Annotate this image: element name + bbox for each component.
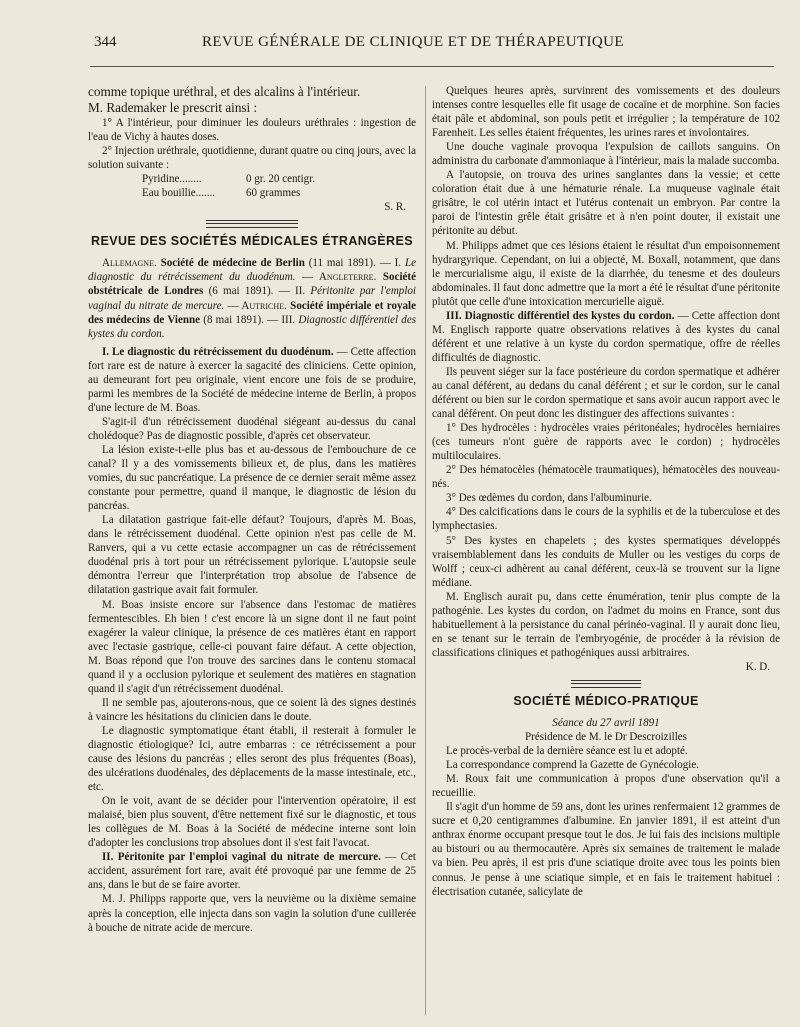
list-item: 5° Des kystes en chapelets ; des kystes spermatiques développés vraisemblablement dans les conduits de Muller ou les vestiges du corps de Wolff ; ceux-ci adhèrent au canal déférent, ceux-là se trouvent sur la ligne médiane. [432, 534, 780, 589]
subheading: II. Péritonite par l'emploi vaginal du nitrate de mercure. [102, 851, 381, 864]
list-item: 4° Des calcifications dans le cours de la syphilis et de la tuberculose et des lymphectasies. [432, 506, 780, 533]
session-date: Séance du 27 avril 1891 [552, 717, 660, 730]
article-paragraph: A l'autopsie, on trouva des urines sanglantes dans la vessie; et cette coloration était due à une hématurie rénale. La muqueuse vaginale était grisâtre, le col utérin intact et l'utérus contenait un embryon. Par contre la paroi de l'intestin grêle était grisâtre et à n'en point douter, il existait une péritonite au début. [432, 169, 780, 238]
article-paragraph: M. Boas insiste encore sur l'absence dans l'estomac de matières fermentescibles. Eh bien ! c'est encore là un signe dont il ne faut point exagérer la valeur clinique, la présence de ces matières étant en rapport avec l'ectasie gastrique, celle-ci pouvant faire défaut. A cette objection, M. Boas répond que l'on trouve des sarcines dans le contenu stomacal quand il y a occlusion pylorique et seulement des matières en stagnation quand il s'agit d'un rétrécissement duodénal. [88, 598, 416, 695]
article-paragraph: La dilatation gastrique fait-elle défaut? Toujours, d'après M. Boas, dans le rétrécissement duodénal. Cette opinion n'est pas celle de M. Ranvers, qui a vu cette ectasie accompagner un cas de rétrécissement duodénal pris à tort pour un rétrécissement pylorique. L'autopsie seule démontra l'erreur que l'interprétation trop absolue de l'absence de dilatation gastrique avait fait formuler. [88, 514, 416, 597]
article-paragraph: M. Englisch aurait pu, dans cette énumération, tenir plus compte de la pathogénie. Les kystes du cordon, on l'admet du moins en France, sont dus habituellement à la persistance du canal périnéo-vaginal. Il y aurait donc lieu, en se tenant sur le terrain de l'embryogénie, de procéder à la révision de classifications cliniques et pathogéniques aussi arbitraires. [432, 590, 780, 659]
recipe-qty: 60 grammes [246, 187, 301, 200]
summary-paragraph: Allemagne. Société de médecine de Berlin (11 mai 1891). — I. Le diagnostic du rétrécissement du duodénum. — Angleterre. Société obstétricale de Londres (6 mai 1891). — II. Péritonite par l'emploi vaginal du nitrate de mercure. — Autriche. Société impériale et royale des médecins de Vienne (8 mai 1891). — III. Diagnostic différentiel des kystes du cordon. [88, 257, 417, 340]
right-column [432, 84, 780, 899]
ornament-rule [571, 680, 641, 688]
article-paragraph: Quelques heures après, survinrent des vomissements et des douleurs intenses contre lesquelles elle fit usage de cocaïne et de morphine. Son facies était pâle et abdominal, son pouls petit et irrégulier ; la température de 102 Farenheit. Les selles étaient fréquentes, les urines rares et involontaires. [432, 85, 780, 140]
recipe-table [142, 172, 416, 200]
subheading: III. Diagnostic différentiel des kystes du cordon. [446, 309, 675, 322]
article-paragraph: Le diagnostic symptomatique étant établi, il resterait à formuler le diagnostic étiologique? Ici, autre embarras : ce rétrécissement a pour cause des lésions du pancréas ; elles seront des plus fréquentes (Boas), des ulcérations duodénales, des déplacements de la masse intestinale, etc., etc. [88, 724, 416, 794]
article-paragraph: La lésion existe-t-elle plus bas et au-dessous de l'embouchure de ce canal? Il y a des vomissements bilieux et, de plus, dans les matières vomies, du suc pancréatique. La présence de ce dernier serait même assez constante pour permettre, quand il manque, le diagnostic de lésion du pancréas. [88, 443, 416, 513]
column-divider [425, 86, 426, 1015]
page-header [94, 34, 772, 56]
article-paragraph: M. J. Philipps rapporte que, vers la neuvième ou la dixième semaine après la conception, elle injecta dans son vagin la solution d'une cuillerée à bouche de nitrate acide de mercure. [88, 893, 416, 934]
intro-line-2: M. Rademaker le prescrit ainsi : [88, 100, 258, 115]
presidency-line: Présidence de M. le Dr Descroizilles [525, 731, 687, 744]
recipe-name: Eau bouillie....... [142, 187, 216, 200]
article-paragraph: I. Le diagnostic du rétrécissement du duodénum. — Cette affection fort rare est de nature à exercer la sagacité des cliniciens. Cette opinion, au demeurant fort peu originale, vient encore une fois de se produire, parmi les membres de la Société de médecine interne de Berlin, à propos d'une lecture de M. Boas. [88, 345, 417, 414]
article-paragraph: Une douche vaginale provoqua l'expulsion de caillots sanguins. On administra du carbonate d'ammoniaque à l'intérieur, mais la malade succomba. [432, 141, 780, 168]
prescription-item-2: 2° Injection uréthrale, quotidienne, durant quatre ou cinq jours, avec la solution suivante : [88, 145, 416, 172]
running-title: REVUE GÉNÉRALE DE CLINIQUE ET DE THÉRAPEUTIQUE [202, 34, 624, 50]
page-number: 344 [94, 34, 117, 50]
recipe-qty: 0 gr. 20 centigr. [246, 173, 316, 186]
section-title: SOCIÉTÉ MÉDICO-PRATIQUE [513, 693, 699, 708]
article-paragraph: Ils peuvent siéger sur la face postérieure du cordon spermatique et adhérer au canal déférent, au dedans du canal déférent ; et sur le cordon, sur le canal déférent ou bien sur le cordon spermatique et sans avoir aucun rapport avec le canal déférent. On peut donc les distinguer des affections suivantes : [432, 365, 780, 421]
list-item: 3° Des œdèmes du cordon, dans l'albuminurie. [446, 492, 652, 505]
article-paragraph: M. Philipps admet que ces lésions étaient le résultat d'un empoisonnement hydrargyrique. Cependant, on lui a objecté, M. Boxall, notamment, que dans le mercurialisme aigu, il existe de la diarrhée, du tenesme et des douleurs abdominales. Il faut donc admettre que la mort a été le résultat d'une péritonite plutôt que celle d'une intoxication mercurielle aiguë. [432, 239, 780, 308]
subheading: I. Le diagnostic du rétrécissement du duodénum. [102, 345, 334, 358]
header-rule [90, 66, 774, 67]
list-item: 1° Des hydrocèles : hydrocèles vraies péritonéales; hydrocèles herniaires (ces tumeurs n'ont guère de rapports avec le cordon) ; hydrocèles multiloculaires. [432, 422, 780, 463]
intro-line-1: comme topique uréthral, et des alcalins à l'intérieur. [88, 84, 361, 99]
list-item: 2° Des hématocèles (hématocèle traumatiques), hématocèles des nouveau-nés. [432, 464, 780, 491]
article-paragraph: Le procès-verbal de la dernière séance est lu et adopté. [446, 745, 688, 758]
article-paragraph: M. Roux fait une communication à propos d'une observation qu'il a recueillie. [432, 773, 780, 800]
recipe-name: Pyridine........ [142, 173, 202, 186]
article-paragraph: Il s'agit d'un homme de 59 ans, dont les urines renfermaient 12 grammes de sucre et 0,20 centigrammes d'albumine. En janvier 1891, il est atteint d'un anthrax énorme occupant presque tout le dos. Je lui fais des incisions multiple au bistouri ou au thermocautère. Après six semaines de traitement le malade va bien. Peu après, il est pris d'une sciatique droite avec tous les points bien connus. Je pense à une sciatique simple, et en fais le traitement habituel : électrisation cutanée, salicylate de [432, 801, 780, 898]
article-paragraph: La correspondance comprend la Gazette de Gynécologie. [446, 759, 700, 772]
article-paragraph: S'agit-il d'un rétrécissement duodénal siégeant au-dessus du canal cholédoque? Pas de diagnostic possible, d'après cet observateur. [88, 415, 416, 442]
signature: S. R. [384, 201, 406, 214]
prescription-item-1: 1° A l'intérieur, pour diminuer les douleurs uréthrales : ingestion de l'eau de Vichy à hautes doses. [88, 117, 416, 144]
article-paragraph: Il ne semble pas, ajouterons-nous, que ce soient là des signes destinés à vaincre les hésitations du clinicien dans le doute. [88, 696, 416, 723]
article-paragraph: II. Péritonite par l'emploi vaginal du nitrate de mercure. — Cet accident, assurément fort rare, avait été provoqué par une femme de 25 ans, dans le but de se faire avorter. [88, 851, 417, 892]
article-paragraph: III. Diagnostic différentiel des kystes du cordon. — Cette affection dont M. Englisch rapporte quatre observations relatives à des kystes du canal déférent et une relative à un kyste du cordon spermatique, offre de réelles difficultés de diagnostic. [432, 309, 780, 364]
ornament-rule [206, 220, 298, 228]
article-paragraph: On le voit, avant de se décider pour l'intervention opératoire, il est malaisé, bien plus souvent, d'être nettement fixé sur le diagnostic, et tous les collègues de M. Boas à la Société de médecine interne sont loin d'adopter les conclusions trop absolues dont il s'est fait l'avocat. [88, 795, 416, 850]
left-column [88, 84, 416, 935]
section-title: REVUE DES SOCIÉTÉS MÉDICALES ÉTRANGÈRES [91, 234, 413, 249]
signature: K. D. [745, 660, 770, 673]
